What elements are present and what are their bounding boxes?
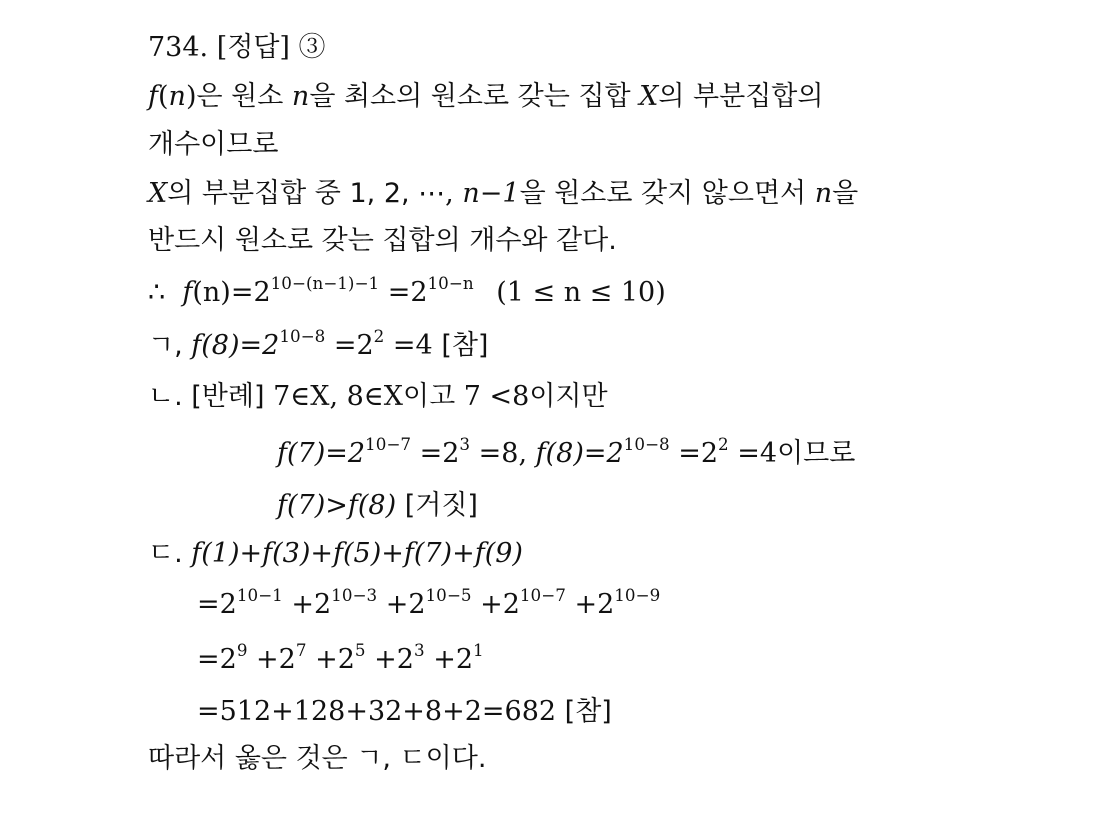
line-statement-d: ㄷ. f(1)+f(3)+f(5)+f(7)+f(9) bbox=[148, 538, 523, 569]
line-subset: X의 부분집합 중 1, 2, ⋯, n−1을 원소로 갖지 않으면서 n을 bbox=[148, 178, 859, 209]
line-counter-result: f(7)>f(8) [거짓] bbox=[277, 490, 478, 521]
line-statement-n: ㄴ. [반례] 7∈X, 8∈X이고 7 <8이지만 bbox=[148, 381, 608, 412]
line-count: 개수이므로 bbox=[148, 129, 279, 160]
line-same-as: 반드시 원소로 갖는 집합의 개수와 같다. bbox=[148, 225, 617, 256]
line-counter-calc: $f(7)=2^{10-7} =2^3 =8$, $f(8)=2^{10-8} =2^2 =4$이므로 bbox=[277, 433, 856, 469]
line-statement-g: ㄱ, $f(8)=2^{10-8} =2^2 =4$ [참] bbox=[148, 325, 489, 361]
line-sum-powers: $=2^{10-1} +2^{10-3} +2^{10-5} +2^{10-7} +2^{10-9}$ bbox=[197, 584, 661, 620]
line-sum-simple: $=2^9 +2^7 +2^5 +2^3 +2^1$ bbox=[197, 639, 484, 675]
line-conclusion: 따라서 옳은 것은 ㄱ, ㄷ이다. bbox=[148, 743, 487, 774]
problem-header: 734. [정답] ③ bbox=[148, 32, 326, 63]
line-definition: f(n)은 원소 n을 최소의 원소로 갖는 집합 X의 부분집합의 bbox=[148, 81, 824, 112]
f-symbol: f bbox=[148, 81, 158, 112]
line-formula: ∴ $f(n)=2^{10-(n-1)-1} =2^{10-n}$ (1 ≤ n ≤ 10) bbox=[148, 272, 666, 308]
line-sum-final: =512+128+32+8+2=682 [참] bbox=[197, 696, 612, 727]
